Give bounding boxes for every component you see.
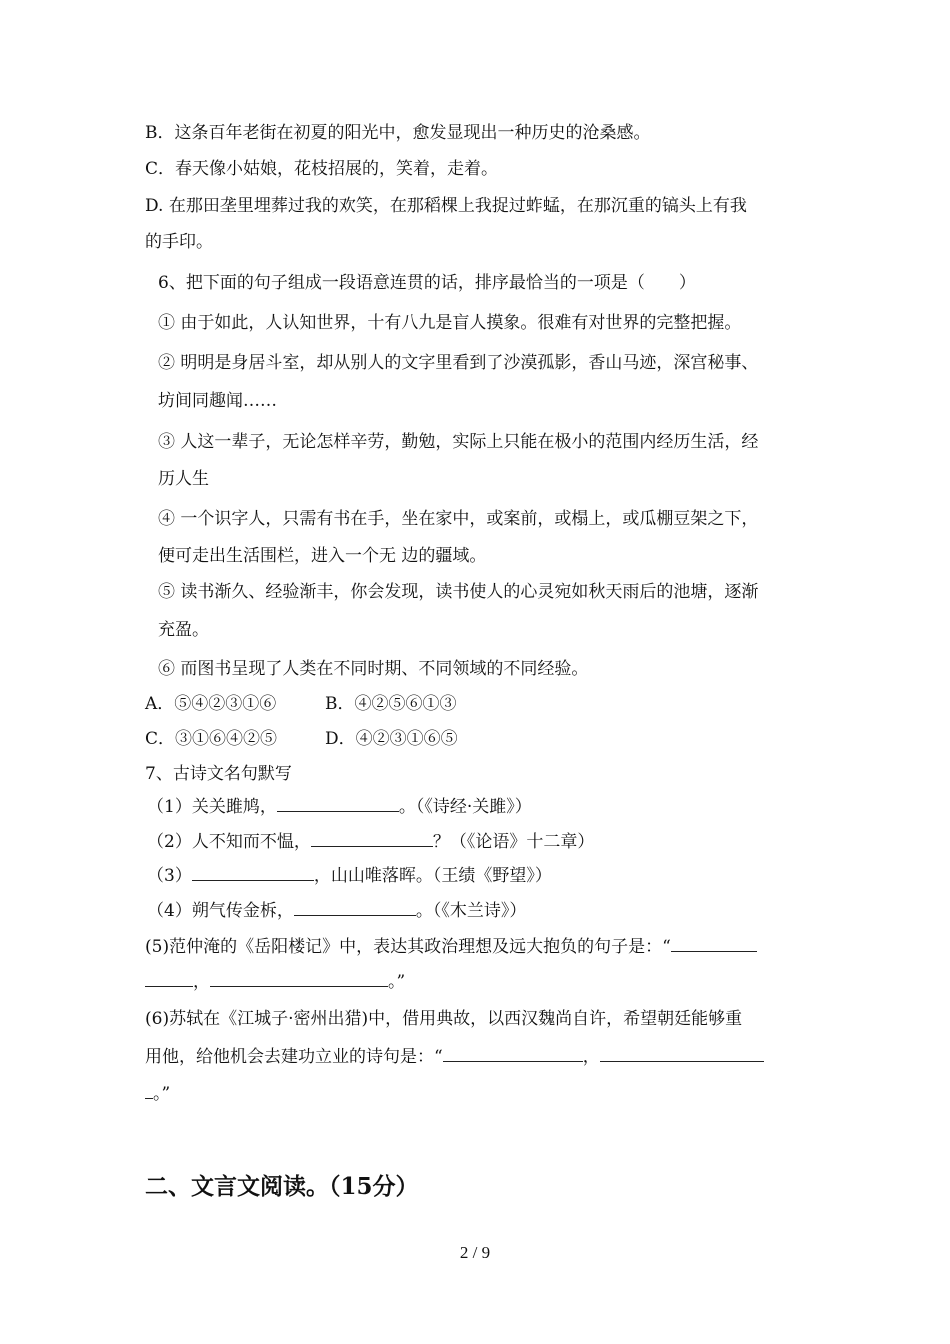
q7-item-1	[147, 795, 532, 819]
q7-item-6-text: 用他，给他机会去建功立业的诗句是：“	[145, 1047, 443, 1067]
q7-item-5-blank-a-cont[interactable]	[145, 971, 193, 987]
page-number: 2 / 9	[459, 1243, 491, 1262]
q7-item-6-blank-a[interactable]	[443, 1046, 583, 1062]
q7-item-4	[147, 899, 526, 923]
q6-sentence-6: ⑥ 而图书呈现了人类在不同时期、不同领域的不同经验。	[158, 659, 589, 679]
q7-item-3-prefix: （3）	[147, 866, 192, 886]
q6-option-d: D．④②③①⑥⑤	[325, 729, 458, 749]
q7-item-2-prefix: （2）人不知而不愠，	[147, 832, 311, 852]
q7-stem: 7、古诗文名句默写	[145, 764, 292, 784]
q7-item-6-line1: (6)苏轼在《江城子·密州出猎)中，借用典故，以西汉魏尚自许，希望朝廷能够重	[145, 1009, 743, 1029]
section-heading: 二、文言文阅读。（15分）	[145, 1173, 419, 1200]
q6-option-b: B．④②⑤⑥①③	[325, 694, 457, 714]
q6-sentence-3-line1: ③ 人这一辈子，无论怎样辛劳，勤勉，实际上只能在极小的范围内经历生活，经	[158, 432, 759, 452]
q7-item-3	[147, 864, 552, 888]
q6-sentence-2-line1: ② 明明是身居斗室，却从别人的文字里看到了沙漠孤影，香山马迹，深宫秘事、	[158, 353, 759, 373]
q7-item-5-line1	[145, 935, 757, 959]
q7-item-3-suffix: ，山山唯落晖。（王绩《野望》）	[313, 866, 552, 886]
q5-option-d-line1: D. 在那田垄里埋葬过我的欢笑，在那稻棵上我捉过蚱蜢，在那沉重的镐头上有我	[145, 196, 747, 216]
q7-item-1-blank[interactable]	[277, 796, 399, 812]
q7-item-2-blank[interactable]	[311, 831, 433, 847]
q7-item-3-blank[interactable]	[192, 865, 314, 881]
q5-option-d-line2: 的手印。	[145, 232, 213, 252]
q6-sentence-5-line1: ⑤ 读书渐久、经验渐丰，你会发现，读书使人的心灵宛如秋天雨后的池塘，逐渐	[158, 582, 759, 602]
q7-item-4-suffix: 。（《木兰诗》）	[415, 901, 527, 921]
q7-item-2-suffix: ？（《论语》十二章）	[432, 832, 595, 852]
q6-option-c: C．③①⑥④②⑤	[145, 729, 278, 749]
q6-sentence-1: ① 由于如此，人认知世界，十有八九是盲人摸象。很难有对世界的完整把握。	[158, 313, 742, 333]
q7-item-1-prefix: （1）关关雎鸠，	[147, 797, 277, 817]
q6-sentence-2-line2: 坊间同趣闻……	[158, 391, 277, 411]
q7-item-4-prefix: （4）朔气传金柝，	[147, 901, 294, 921]
q6-sentence-4-line2: 便可走出生活围栏，进入一个无 边的疆域。	[158, 546, 487, 566]
q6-stem: 6、把下面的句子组成一段语意连贯的话，排序最恰当的一项是（ ）	[158, 273, 696, 293]
q7-item-5-end: 。”	[388, 972, 406, 992]
q7-item-5-line2	[145, 970, 405, 994]
q7-item-6-end: 。”	[153, 1084, 171, 1104]
q7-item-6-blank-b-cont[interactable]	[145, 1083, 153, 1099]
q6-option-a: A．⑤④②③①⑥	[145, 694, 277, 714]
q6-sentence-4-line1: ④ 一个识字人，只需有书在手，坐在家中，或案前，或榻上，或瓜棚豆架之下，	[158, 509, 759, 529]
q7-item-5-text: (5)范仲淹的《岳阳楼记》中，表达其政治理想及远大抱负的句子是：“	[145, 937, 671, 957]
q7-item-6-blank-b[interactable]	[600, 1046, 764, 1062]
q7-item-6-line2	[145, 1045, 764, 1069]
q7-item-6-line3	[145, 1082, 170, 1106]
q7-item-4-blank[interactable]	[294, 900, 416, 916]
q7-item-1-suffix: 。（《诗经·关雎》）	[398, 797, 532, 817]
q7-item-5-blank-a[interactable]	[671, 936, 757, 952]
q6-sentence-3-line2: 历人生	[158, 469, 209, 489]
q7-item-5-comma: ，	[193, 972, 210, 992]
q6-sentence-5-line2: 充盈。	[158, 620, 209, 640]
q5-option-b: B．这条百年老街在初夏的阳光中，愈发显现出一种历史的沧桑感。	[145, 123, 651, 143]
q5-option-c: C．春天像小姑娘，花枝招展的，笑着，走着。	[145, 159, 499, 179]
q7-item-2	[147, 830, 594, 854]
q7-item-6-comma: ，	[582, 1047, 600, 1067]
q7-item-5-blank-b[interactable]	[210, 971, 388, 987]
